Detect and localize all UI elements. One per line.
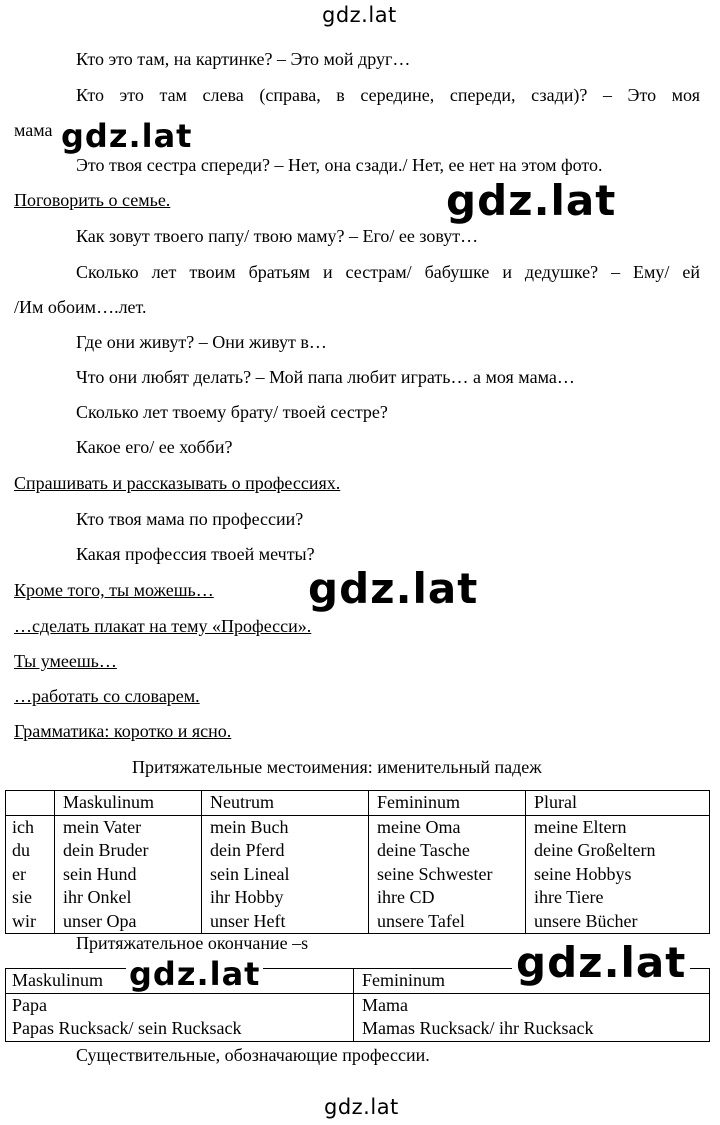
footer-caption: Существительные, обозначающие профессии. [76,1045,430,1065]
pronoun-cell: unsere Bücher [534,910,638,931]
pronoun-cell: unser Heft [210,910,286,931]
watermark-overlay-1: gdz.lat [58,120,195,152]
pronoun-cell: meine Eltern [534,816,627,837]
text-line-6: Где они живут? – Они живут в… [76,332,327,352]
pronoun-cell: sie [12,887,32,907]
watermark-overlay-3: gdz.lat [304,568,482,610]
pronoun-cell: mein Buch [210,816,289,837]
text-line-3: Это твоя сестра спереди? – Нет, она сзади./ Нет, ее нет на этом фото. [76,155,603,175]
watermark-bottom: gdz.lat [324,1095,399,1119]
pronoun-column-femininum [369,815,526,934]
watermark-overlay-4: gdz.lat [126,958,263,990]
pronoun-cell: wir [12,910,36,931]
genitive-cell: Papas Rucksack/ sein Rucksack [12,1018,242,1038]
pronoun-cell: sein Lineal [210,863,290,884]
heading-dictionary: …работать со словарем. [14,686,200,706]
pronoun-cell: mein Vater [63,816,142,837]
watermark-overlay-2: gdz.lat [442,180,620,222]
pronoun-table-header-cell: Plural [526,791,710,816]
pronoun-cell: ihre Tiere [534,887,604,907]
text-line-10: Кто твоя мама по профессии? [76,509,304,529]
pronoun-table-header-cell: Neutrum [202,791,369,816]
pronoun-cell: ihre CD [377,887,435,907]
pronoun-table-header-cell [6,791,55,816]
pronoun-column-maskulinum [55,815,202,934]
text-line-2-content: Кто это там слева (справа, в середине, спереди, сзади)? – Это моя [76,85,700,105]
heading-poster: …сделать плакат на тему «Професси». [14,616,312,636]
text-line-2-cont: мама [14,120,53,140]
pronoun-cell: meine Oma [377,816,461,837]
pronoun-table-caption: Притяжательные местоимения: именительный падеж [132,757,542,777]
pronoun-cell: du [12,840,30,860]
pronoun-table-header-cell: Femininum [369,791,526,816]
pronoun-column-plural [526,815,710,934]
pronoun-table-header-cell: Maskulinum [55,791,202,816]
heading-professions: Спрашивать и рассказывать о профессиях. [14,473,341,493]
genitive-table-body-row [6,993,710,1041]
pronoun-cell: sein Hund [63,863,137,884]
pronoun-cell: unsere Tafel [377,910,465,931]
pronoun-table-body-row [6,815,710,934]
pronoun-table-header-row [6,791,710,816]
text-line-1: Кто это там, на картинке? – Это мой друг… [76,49,411,69]
genitive-table-caption: Притяжательное окончание –s [76,933,309,953]
heading-grammar: Грамматика: коротко и ясно. [14,721,232,741]
pronoun-cell: deine Großeltern [534,840,656,860]
pronoun-column-neutrum [202,815,369,934]
text-line-9: Какое его/ ее хобби? [76,437,233,457]
watermark-top: gdz.lat [322,3,397,27]
pronoun-cell: er [12,863,26,884]
text-line-7: Что они любят делать? – Мой папа любит играть… а моя мама… [76,367,575,387]
text-line-5-cont: /Им обоим….лет. [14,297,147,317]
text-line-8: Сколько лет твоему брату/ твоей сестре? [76,402,388,422]
heading-you-can: Ты умеешь… [14,651,117,671]
text-line-4: Как зовут твоего папу/ твою маму? – Его/ ее зовут… [76,226,479,246]
pronoun-cell: ich [12,816,34,837]
pronoun-column-subject [6,815,55,934]
genitive-column-femininum [354,993,710,1041]
pronoun-cell: dein Bruder [63,840,149,860]
watermark-overlay-5: gdz.lat [512,942,690,984]
heading-family: Поговорить о семье. [14,190,171,210]
genitive-cell: Mamas Rucksack/ ihr Rucksack [362,1018,594,1038]
pronoun-cell: dein Pferd [210,840,285,860]
pronoun-cell: ihr Onkel [63,887,132,907]
pronoun-cell: deine Tasche [377,840,470,860]
text-line-2 [76,84,700,106]
pronoun-table [5,790,710,934]
heading-besides: Кроме того, ты можешь… [14,580,214,600]
genitive-cell: Mama [362,994,408,1015]
pronoun-cell: unser Opa [63,910,137,931]
pronoun-cell: seine Hobbys [534,863,632,884]
pronoun-cell: seine Schwester [377,863,493,884]
genitive-table-header-cell: Maskulinum [6,969,354,994]
text-line-11: Какая профессия твоей мечты? [76,544,315,564]
text-line-5-content: Сколько лет твоим братьям и сестрам/ бабушке и дедушке? – Ему/ ей [76,262,700,282]
pronoun-cell: ihr Hobby [210,887,284,907]
text-line-5 [76,261,700,283]
genitive-column-maskulinum [6,993,354,1041]
genitive-table-header-cell: Femininum [354,969,710,994]
genitive-cell: Papa [12,994,47,1015]
